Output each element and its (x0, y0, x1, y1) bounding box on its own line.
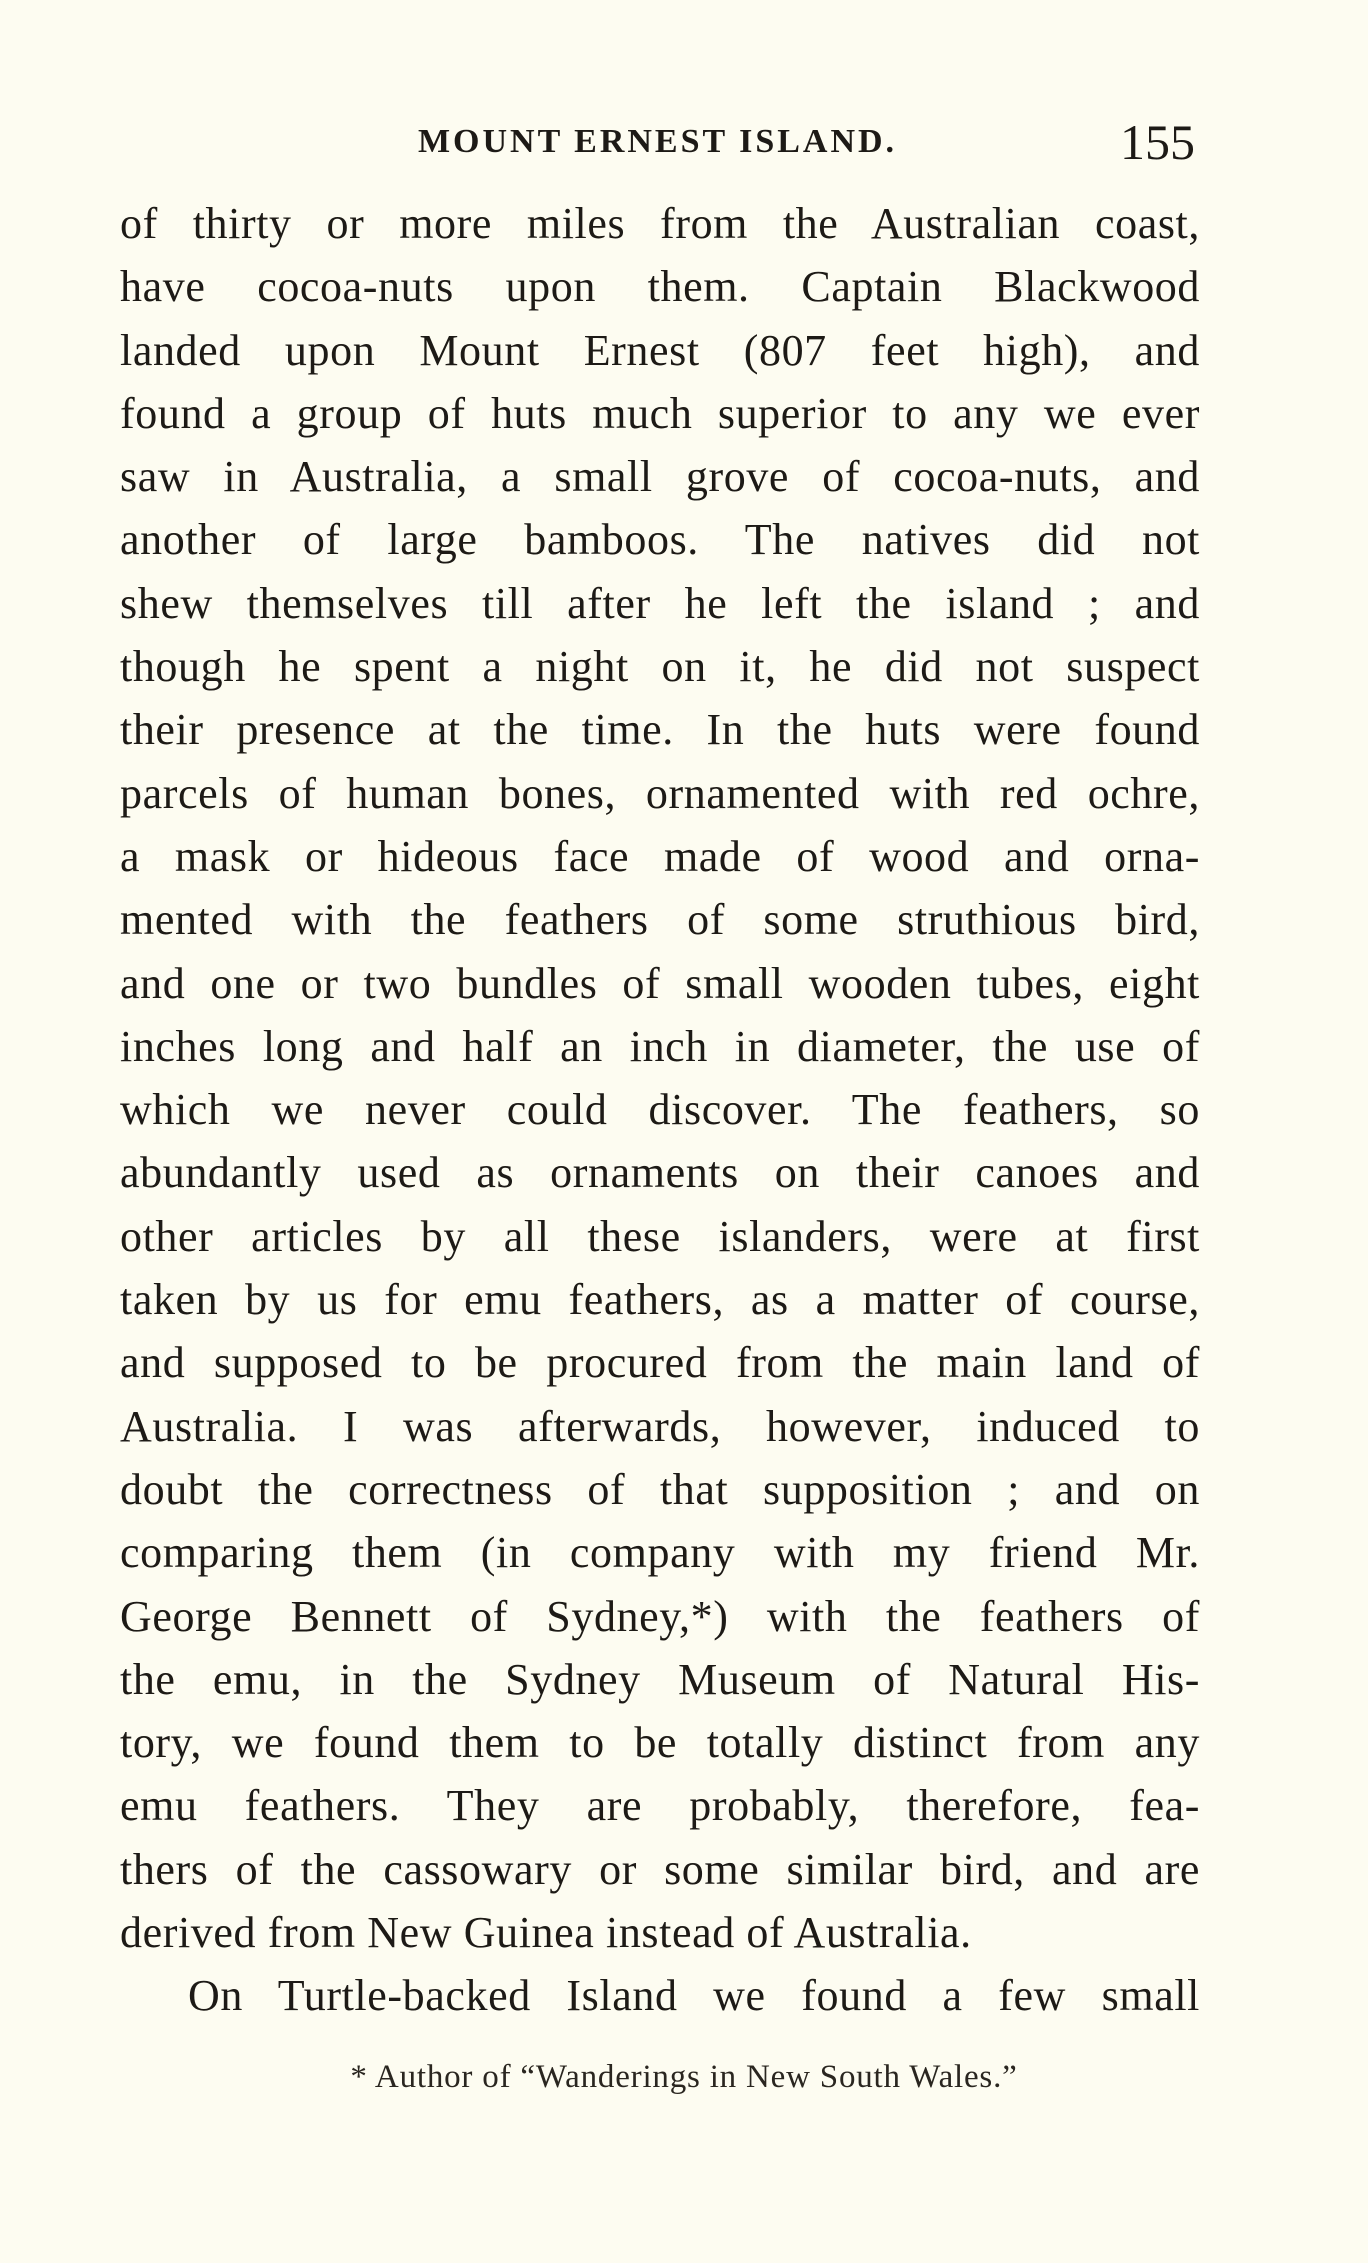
text-line: of thirty or more miles from the Australian coast, (120, 199, 1200, 248)
text-line: taken by us for emu feathers, as a matter of course, (120, 1275, 1200, 1325)
text-line: though he spent a night on it, he did not suspect (120, 642, 1200, 692)
running-title: MOUNT ERNEST ISLAND. (417, 123, 898, 160)
text-line: saw in Australia, a small grove of cocoa-nuts, and (120, 452, 1200, 502)
text-line: parcels of human bones, ornamented with red ochre, (120, 768, 1200, 818)
page-number: 155 (1120, 114, 1195, 170)
text-line: inches long and half an inch in diameter, the use of (120, 1021, 1200, 1071)
text-line: tory, we found them to be totally distinct from any (120, 1718, 1200, 1768)
text-line: shew themselves till after he left the island ; and (120, 578, 1200, 628)
text-line: the emu, in the Sydney Museum of Natural His- (120, 1654, 1200, 1704)
body-text (120, 192, 1200, 2028)
text-line: another of large bamboos. The natives did not (120, 515, 1200, 565)
paragraph-start-line: On Turtle-backed Island we found a few small (188, 1971, 1200, 2021)
text-line: comparing them (in company with my friend Mr. (120, 1528, 1200, 1578)
text-line: a mask or hideous face made of wood and orna- (120, 831, 1200, 881)
text-line: George Bennett of Sydney,*) with the feathers of (120, 1591, 1200, 1641)
text-line: which we never could discover. The feathers, so (120, 1085, 1200, 1135)
text-line: found a group of huts much superior to any we ever (120, 388, 1200, 438)
running-head (120, 112, 1195, 172)
text-line: Australia. I was afterwards, however, induced to (120, 1401, 1200, 1451)
text-line: doubt the correctness of that supposition ; and on (120, 1464, 1200, 1514)
text-line: thers of the cassowary or some similar bird, and are (120, 1844, 1200, 1894)
text-line: have cocoa-nuts upon them. Captain Blackwood (120, 262, 1200, 312)
paragraph-end-line: derived from New Guinea instead of Australia. (120, 1908, 972, 1958)
footnote: * Author of “Wanderings in New South Wales.” (350, 2059, 1018, 2095)
text-line: and supposed to be procured from the main land of (120, 1338, 1200, 1388)
text-line: other articles by all these islanders, were at first (120, 1211, 1200, 1261)
text-line: and one or two bundles of small wooden tubes, eight (120, 958, 1200, 1008)
text-line: emu feathers. They are probably, therefore, fea- (120, 1781, 1200, 1831)
text-line: landed upon Mount Ernest (807 feet high), and (120, 325, 1200, 375)
text-line: their presence at the time. In the huts were found (120, 705, 1200, 755)
text-line: abundantly used as ornaments on their canoes and (120, 1148, 1200, 1198)
text-line: mented with the feathers of some struthious bird, (120, 895, 1200, 945)
